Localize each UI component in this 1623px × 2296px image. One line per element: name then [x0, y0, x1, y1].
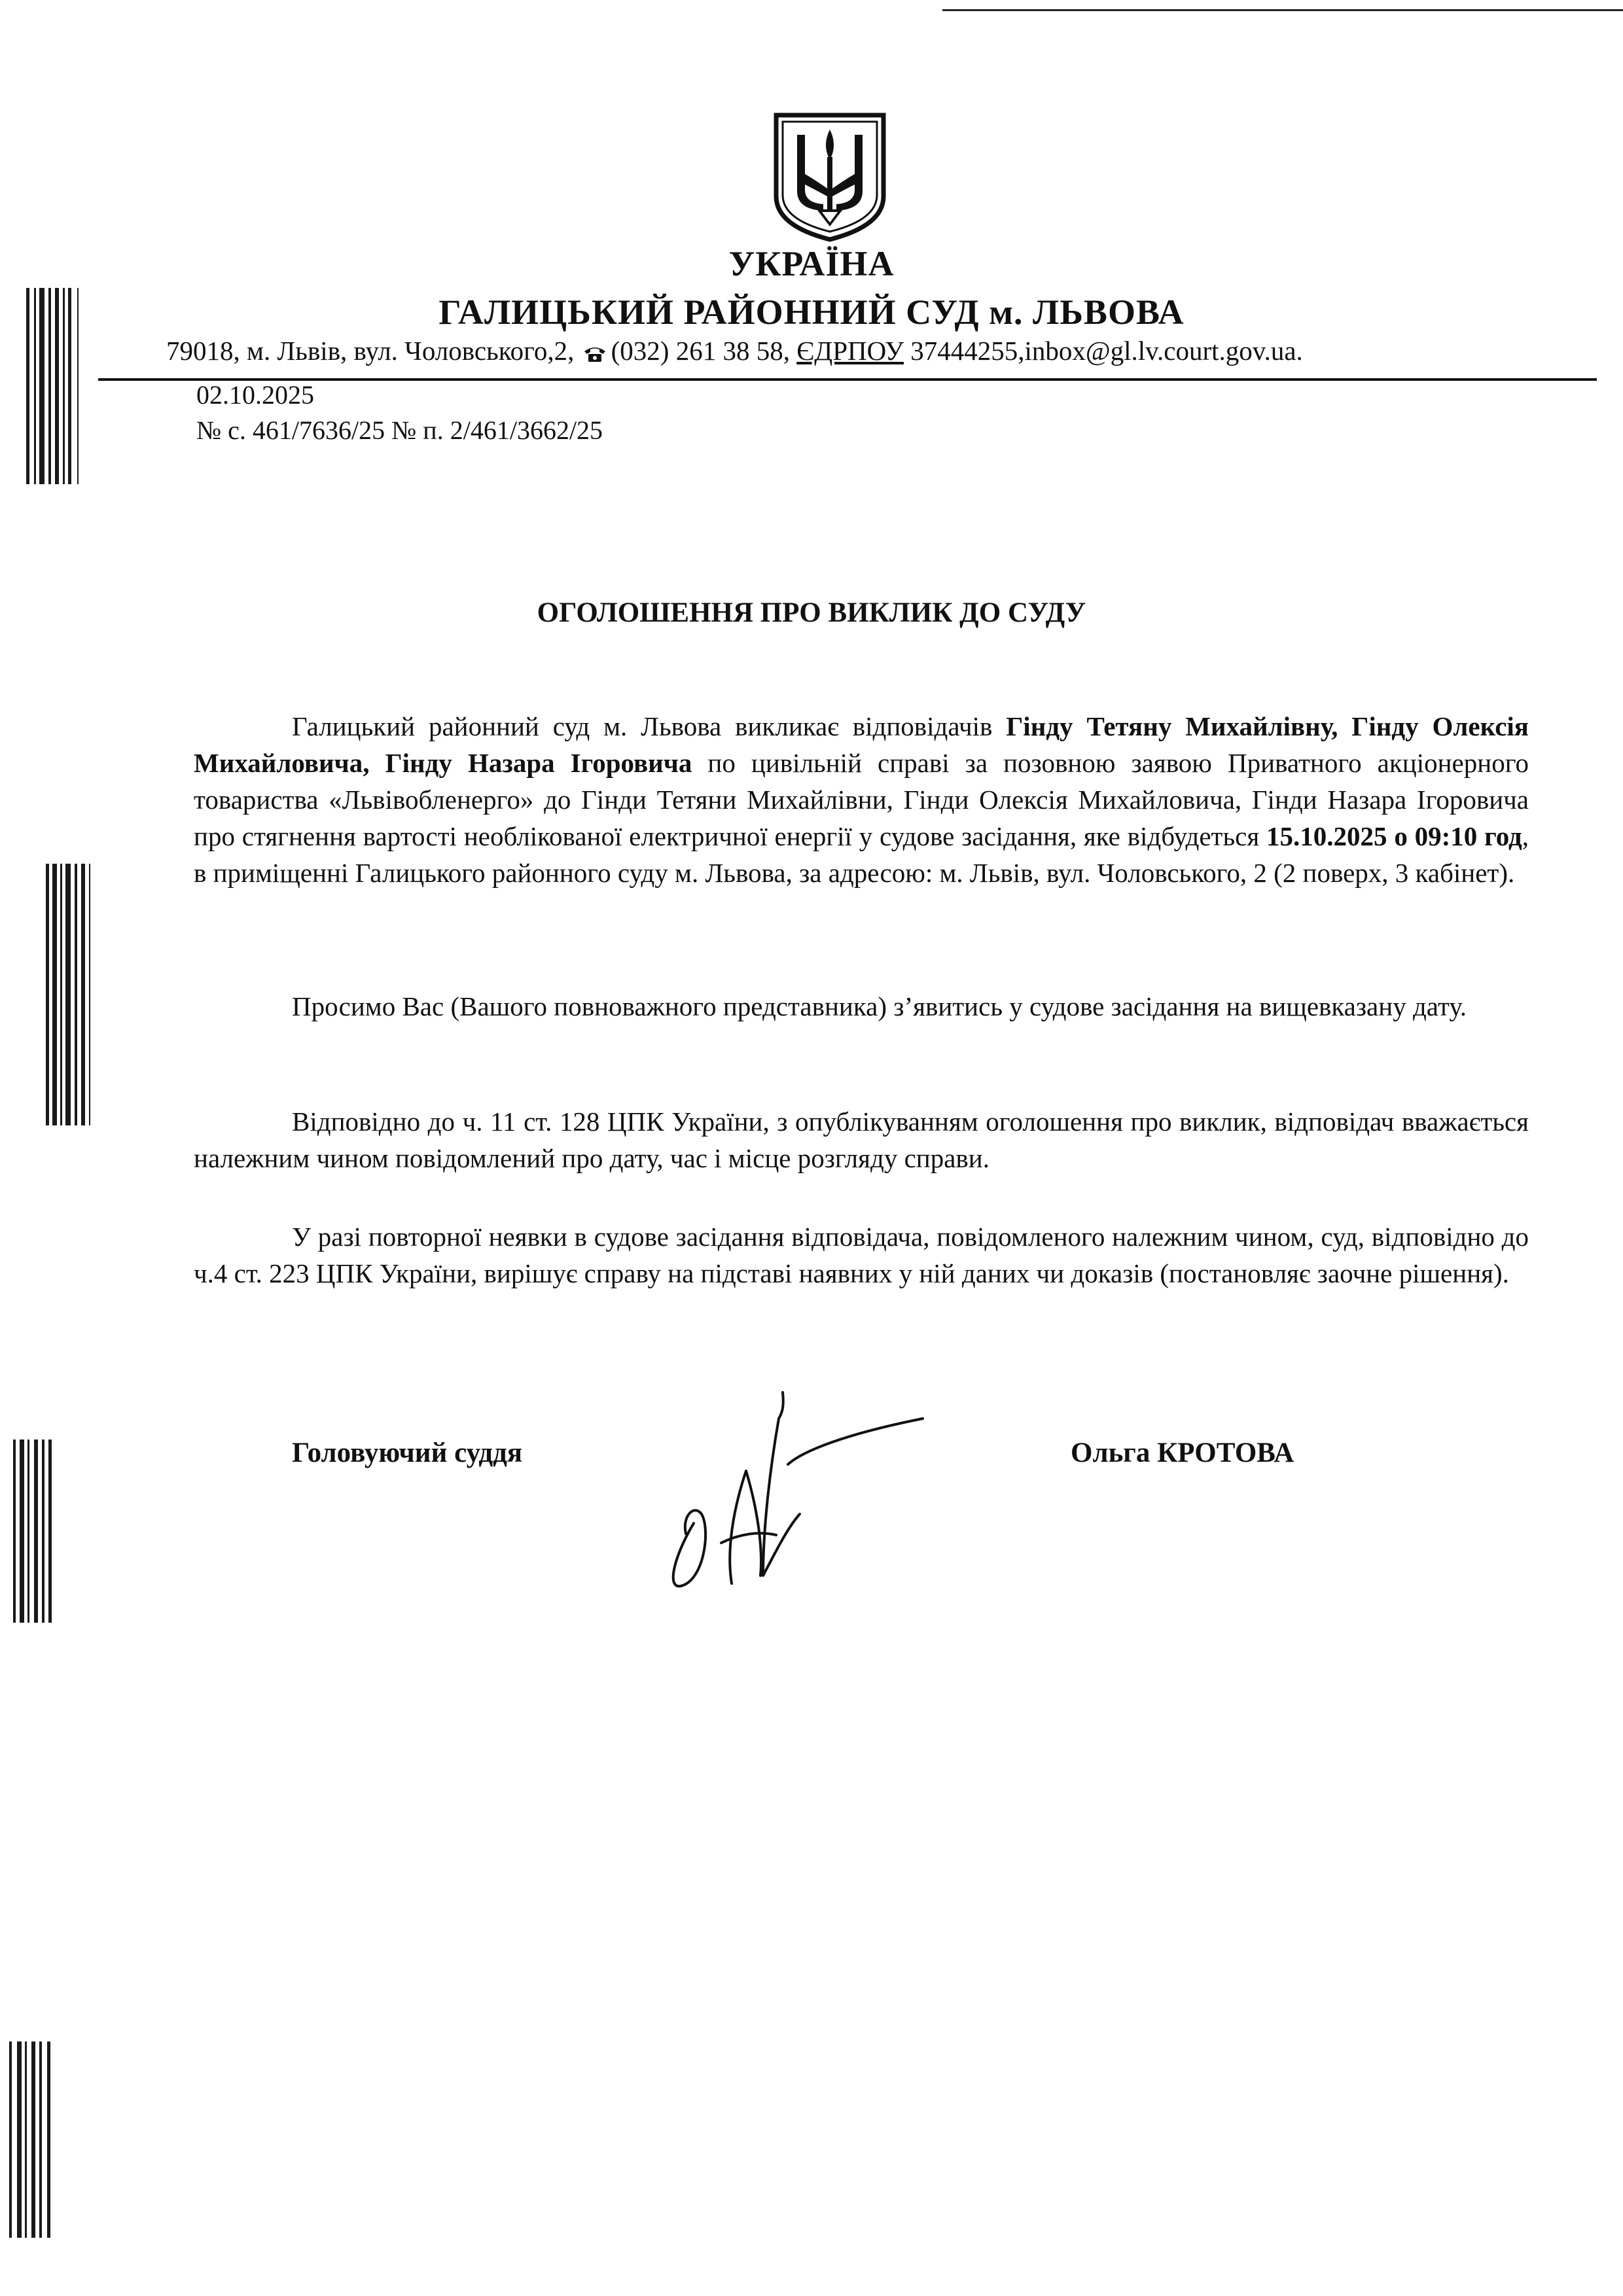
- telephone-icon: [582, 345, 607, 363]
- court-email: inbox@gl.lv.court.gov.ua.: [1024, 336, 1303, 366]
- summons-text-1: Галицький районний суд м. Львова викликає відповідачів: [292, 711, 1007, 741]
- court-address: 79018, м. Львів, вул. Чоловського,2,: [166, 336, 575, 366]
- judge-role: Головуючий суддя: [292, 1438, 523, 1468]
- summons-text-2: по цивільній справі за позовною заявою Приватного акціонерного товариства «Львівобленерго» до Гінди Тетяни Михайлівни, Гінди Олексія Михайловича, Гінди Назара Ігоровича про стягнення вартості необлікованої електричної енергії у судове засідання, яке відбудеться: [194, 748, 1529, 851]
- country-title: УКРАЇНА: [728, 244, 895, 283]
- document-date: 02.10.2025: [196, 380, 314, 410]
- edrpou-label: ЄДРПОУ: [796, 336, 904, 366]
- scan-artifact-lower: [0, 1439, 137, 1623]
- court-contacts: [166, 335, 1606, 366]
- case-number: № с. 461/7636/25 № п. 2/461/3662/25: [196, 415, 603, 445]
- appearance-request-paragraph: Просимо Вас (Вашого повноважного представника) з’явитись у судове засідання на вищевказану дату.: [292, 991, 1467, 1021]
- hearing-datetime: 15.10.2025 о 09:10 год: [1266, 821, 1522, 851]
- court-phone: (032) 261 38 58,: [611, 336, 790, 366]
- summons-text-3: , в приміщенні Галицького районного суду м. Львова, за адресою: м. Львів, вул. Чоловського, 2 (2 поверх, 3 кабінет).: [194, 821, 1529, 888]
- court-name: ГАЛИЦЬКИЙ РАЙОННИЙ СУД м. ЛЬВОВА: [438, 292, 1185, 332]
- summons-paragraph: [194, 708, 1529, 891]
- defendant-names: Гінду Тетяну Михайлівну, Гінду Олексія Михайловича, Гінду Назара Ігоровича: [194, 711, 1529, 778]
- default-judgment-paragraph: У разі повторної неявки в судове засідання відповідача, повідомленого належним чином, суд, відповідно до ч.4 ст. 223 ЦПК України, вирішує справу на підставі наявних у ній даних чи доказів (постановляє заочне рішення).: [194, 1222, 1529, 1288]
- legal-notice-paragraph: Відповідно до ч. 11 ст. 128 ЦПК України, з опублікуванням оголошення про виклик, відповідач вважається належним чином повідомлений про дату, час і місце розгляду справи.: [194, 1106, 1529, 1173]
- handwritten-signature: [648, 1379, 962, 1595]
- judge-name: Ольга КРОТОВА: [1071, 1438, 1294, 1468]
- header-divider: [98, 378, 1597, 381]
- edrpou-value: 37444255,: [910, 336, 1025, 366]
- notice-title: ОГОЛОШЕННЯ ПРО ВИКЛИК ДО СУДУ: [537, 597, 1086, 628]
- tryzub-emblem-icon: [771, 111, 889, 242]
- scan-top-line: [942, 9, 1623, 11]
- scan-artifact-bottom: [0, 2041, 137, 2238]
- scan-artifact-middle: [0, 864, 137, 1125]
